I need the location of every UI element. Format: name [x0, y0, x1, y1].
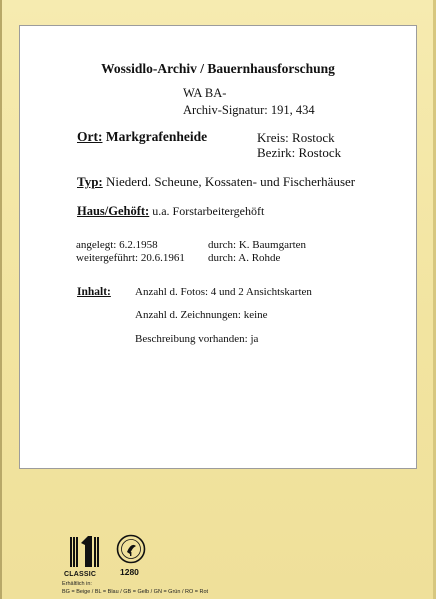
archive-index-card	[19, 25, 417, 469]
inhalt-beschreibung: Beschreibung vorhanden: ja	[135, 333, 259, 345]
wa-ba-line: WA BA-	[183, 86, 227, 100]
color-legend: BG = Beige / BL = Blau / GB = Gelb / GN = Grün / RO = Rot	[62, 589, 209, 595]
angelegt-date: angelegt: 6.2.1958	[76, 239, 158, 251]
bezirk-field: Bezirk: Rostock	[257, 145, 342, 160]
card-title: Wossidlo-Archiv / Bauernhausforschung	[101, 61, 335, 76]
classic-logo-icon	[68, 533, 102, 575]
archive-signature: Archiv-Signatur: 191, 434	[183, 103, 315, 117]
typ-row	[77, 174, 355, 190]
weitergefuehrt-date: weitergeführt: 20.6.1961	[76, 252, 185, 264]
ort-label: Ort:	[77, 129, 103, 144]
angelegt-by: durch: K. Baumgarten	[208, 239, 307, 251]
typ-value: Niederd. Scheune, Kossaten- und Fischerhäuser	[106, 174, 356, 189]
eco-label-icon	[116, 534, 146, 564]
typ-label: Typ:	[77, 174, 103, 189]
haus-value: u.a. Forstarbeitergehöft	[152, 204, 265, 218]
haus-label: Haus/Gehöft:	[77, 204, 150, 218]
inhalt-label: Inhalt:	[77, 286, 111, 298]
eco-number: 1280	[120, 567, 139, 577]
inhalt-zeichnungen: Anzahl d. Zeichnungen: keine	[135, 309, 268, 321]
ort-row	[77, 129, 207, 145]
haus-row	[77, 204, 264, 219]
availability-label: Erhältlich in:	[62, 581, 92, 587]
classic-label: CLASSIC	[64, 571, 97, 578]
weitergefuehrt-by: durch: A. Rohde	[208, 252, 281, 264]
kreis-field: Kreis: Rostock	[257, 130, 335, 145]
folder-edge	[0, 0, 2, 599]
inhalt-fotos: Anzahl d. Fotos: 4 und 2 Ansichtskarten	[135, 286, 312, 298]
ort-value: Markgrafenheide	[105, 129, 208, 144]
